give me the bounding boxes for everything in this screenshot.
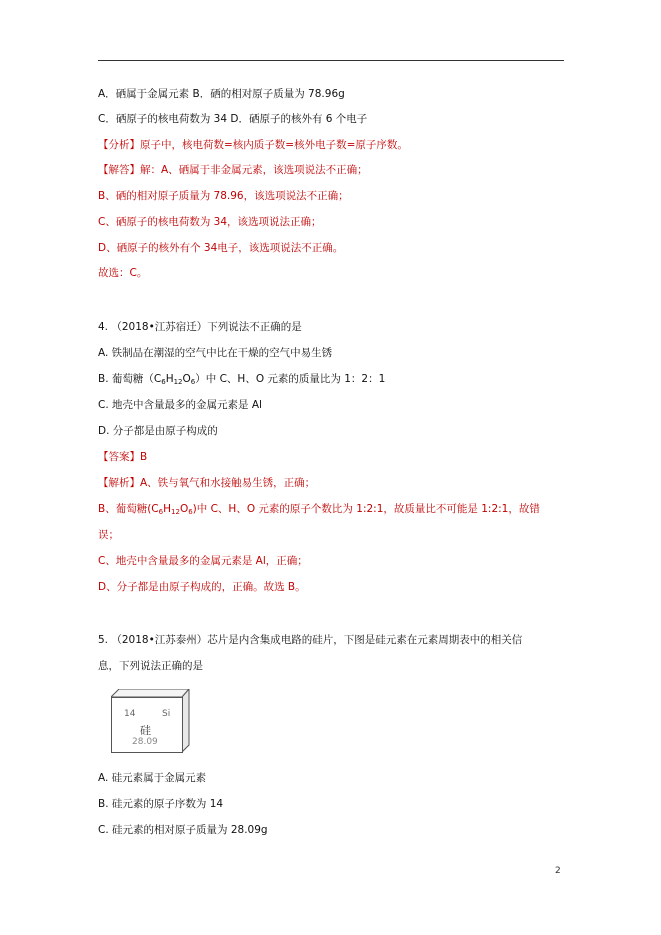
q4-explanation-d: D、分子都是由原子构成的，正确。故选 B。	[98, 581, 306, 593]
q3-options-cd: C．硒原子的核电荷数为 34 D．硒原子的核外有 6 个电子	[98, 113, 368, 125]
cell-front-face	[111, 697, 183, 753]
atomic-mass: 28.09	[132, 737, 158, 747]
q4-option-d: D. 分子都是由原子构成的	[98, 425, 218, 437]
atomic-number: 14	[124, 709, 136, 719]
cell-top-face	[111, 689, 189, 697]
cell-side-face	[182, 689, 191, 753]
q3-solution-a: 【解答】解：A、硒属于非金属元素，该选项说法不正确；	[98, 164, 368, 176]
q5-stem-line1: 5. （2018•江苏泰州）芯片是内含集成电路的硅片，下图是硅元素在元素周期表中的相关信	[98, 634, 523, 646]
page-number: 2	[555, 866, 561, 876]
q4-stem: 4. （2018•江苏宿迁）下列说法不正确的是	[98, 321, 302, 333]
header-rule	[98, 60, 564, 61]
q4-explanation-b-cont: 误；	[98, 529, 119, 541]
q5-option-a: A. 硅元素属于金属元素	[98, 772, 207, 784]
q5-option-b: B. 硅元素的原子序数为 14	[98, 798, 224, 810]
element-symbol: Si	[162, 709, 171, 719]
q3-solution-d: D、硒原子的核外有个 34电子，该选项说法不正确。	[98, 242, 344, 254]
q4-answer: 【答案】B	[98, 451, 148, 463]
q5-option-c: C. 硅元素的相对原子质量为 28.09g	[98, 824, 268, 836]
q4-option-a: A. 铁制品在潮湿的空气中比在干燥的空气中易生锈	[98, 347, 333, 359]
q3-analysis: 【分析】原子中，核电荷数=核内质子数=核外电子数=原子序数。	[98, 139, 408, 151]
q3-solution-c: C、硒原子的核电荷数为 34，该选项说法正确；	[98, 216, 322, 228]
q4-option-b: B. 葡萄糖$(C_6H_{12}O_6)$中 C、H、O 元素的质量比为 1：2：1	[98, 373, 386, 386]
q4-option-c: C. 地壳中含量最多的金属元素是 Al	[98, 399, 262, 411]
q4-explanation-b: B、葡萄糖$(C_6H_{12}O_6)$中 C、H、O 元素的原子个数比为 1:2:1，故质量比不可能是 1:2:1，故错	[98, 503, 540, 516]
silicon-element-cell	[111, 689, 191, 753]
q5-stem-line2: 息，下列说法正确的是	[98, 660, 203, 672]
element-name: 硅	[140, 724, 151, 737]
q4-explanation-c: C、地壳中含量最多的金属元素是 Al，正确；	[98, 555, 308, 567]
q3-options-ab: A．硒属于金属元素 B．硒的相对原子质量为 78.96g	[98, 88, 345, 100]
q3-choice: 故选：C。	[98, 267, 148, 279]
q4-explanation-a: 【解析】A、铁与氧气和水接触易生锈，正确；	[98, 477, 316, 489]
q3-solution-b: B、硒的相对原子质量为 78.96，该选项说法不正确；	[98, 190, 349, 202]
